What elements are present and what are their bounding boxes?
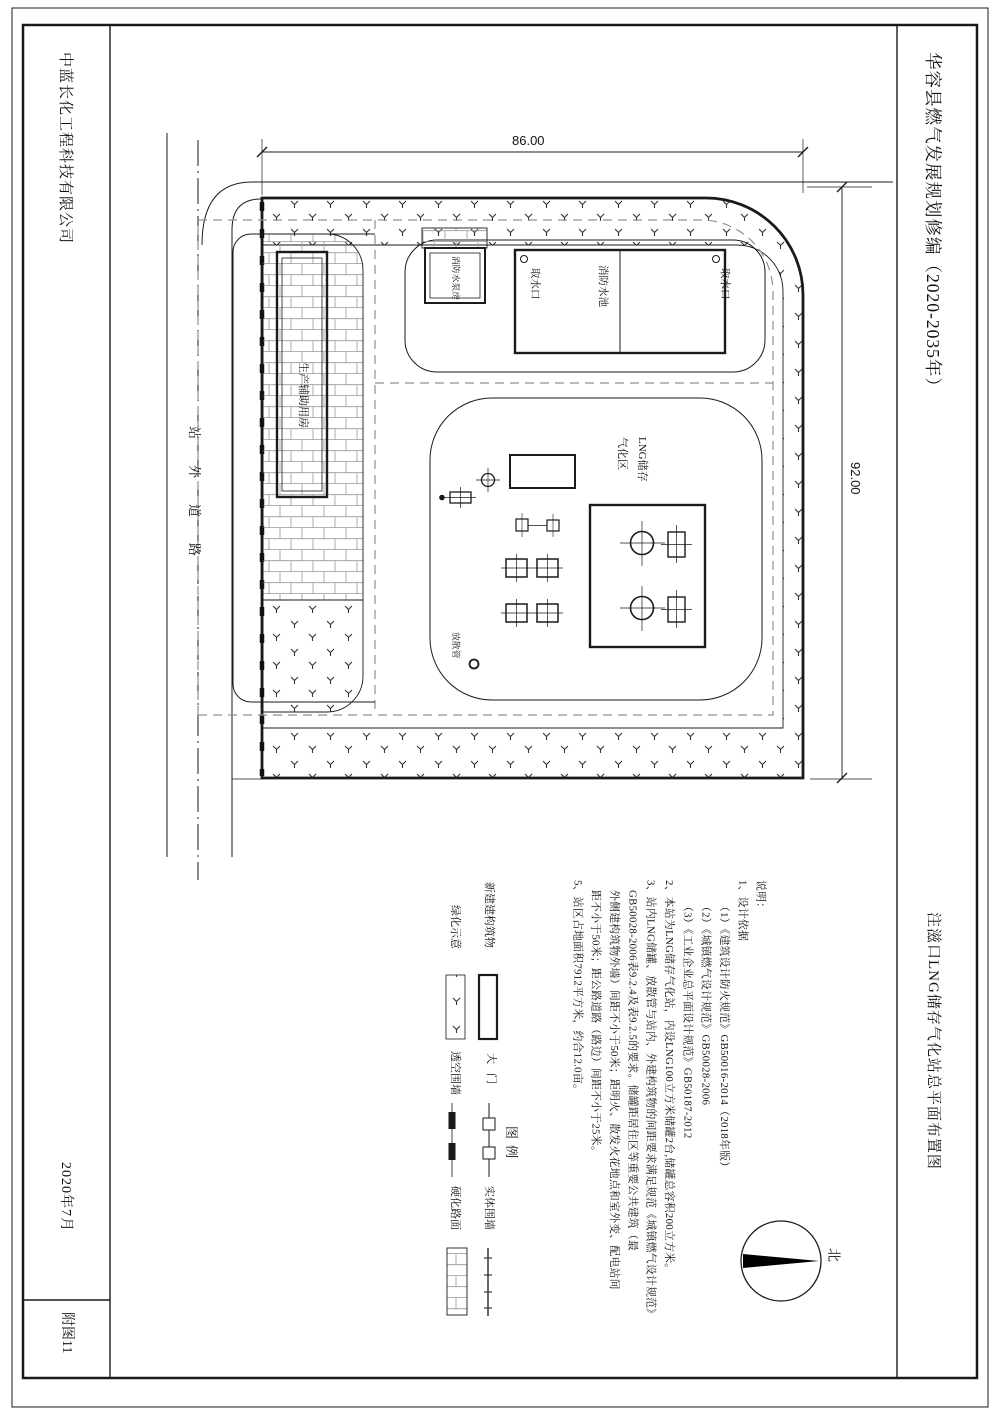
legend-symbol-greening — [446, 975, 465, 1039]
external-road-label: 站外道路 — [187, 426, 202, 583]
dimension-right: 92.00 — [848, 462, 863, 495]
legend-label-new-structure: 新建建构筑物 — [483, 882, 495, 948]
tank-bund — [590, 505, 705, 647]
note-line: 3、站内LNG储罐、放散管与站内、外建构筑物的间距要求满足规范《城镇燃气设计规范》 — [644, 880, 657, 1320]
note-line: 5、站区占地面积7912平方米，约合12.0亩。 — [571, 880, 584, 1096]
legend-symbol-hard-pavement — [447, 1248, 467, 1315]
note-line: 外侧建构筑物外墙）间距不小于50米；距明火、散发火花地点和室外变、配电站间 — [607, 890, 620, 1290]
legend-symbol-gate — [483, 1103, 495, 1177]
note-line: 2、本站为LNG储存气化站，内设LNG100立方米储罐2台,储罐总容积200立方米。 — [662, 880, 675, 1275]
note-line: （3）《工业企业总平面设计规范》GB50187-2012 — [681, 901, 694, 1139]
note-line: （1）《建筑设计防火规范》GB50016-2014（2018年版） — [717, 901, 730, 1173]
legend-label-gate: 大门 — [485, 1053, 497, 1093]
figure-number: 附图11 — [59, 1312, 74, 1354]
legend-title: 图例 — [504, 1126, 519, 1165]
legend-symbols — [446, 975, 497, 1316]
pump-house-label: 消防水泵房 — [451, 256, 461, 300]
north-label: 北 — [825, 1248, 840, 1262]
legend-label-solid-fence: 实体围墙 — [483, 1186, 495, 1230]
legend-label-hard-pavement: 硬化路面 — [449, 1186, 461, 1230]
project-title: 华容县燃气发展规划修编（2020-2035年） — [923, 52, 943, 396]
vent-pipe — [470, 660, 479, 669]
equipment-skid — [510, 455, 575, 488]
pool-label: 消防水池 — [597, 265, 608, 307]
legend-label-greening: 绿化示意 — [449, 905, 461, 949]
fire-water-zone — [405, 228, 765, 372]
lng-tank — [620, 586, 665, 631]
legend-symbol-new-structure — [479, 975, 497, 1039]
vaporizer — [661, 525, 692, 563]
company-name: 中蓝长化工程科技有限公司 — [57, 52, 73, 245]
pump-symbol — [439, 487, 476, 508]
water-intake-left — [521, 256, 528, 263]
drawing-title: 注滋口LNG储存气化站总平面布置图 — [925, 912, 941, 1170]
lng-area-label-line2: 气化区 — [616, 437, 628, 470]
legend-label-openwork-fence: 透空围墙 — [449, 1051, 461, 1095]
notes-block — [571, 880, 766, 1390]
lng-area-label-line1: LNG储存 — [636, 437, 648, 482]
lng-tank — [620, 521, 665, 566]
vaporizer — [661, 590, 692, 628]
note-line: （2）《城镇燃气设计规范》GB50028-2006 — [699, 901, 712, 1106]
intake-right-label: 取水口 — [719, 268, 730, 300]
legend-symbol-openwork-fence — [449, 1103, 456, 1177]
note-line: 1、设计依据 — [736, 880, 749, 942]
note-line: 说明： — [754, 880, 767, 914]
vaporizer-bank — [501, 554, 563, 627]
intake-left-label: 取水口 — [529, 268, 540, 300]
lng-area-label — [611, 437, 651, 482]
note-line: 距不小于50米；距公路道路（路边）间距不小于25米。 — [589, 890, 602, 1157]
aux-building-label: 生产辅助用房 — [297, 362, 309, 428]
legend-symbol-solid-fence — [484, 1248, 492, 1316]
drawing-date: 2020年7月 — [58, 1162, 73, 1232]
lng-zone — [430, 398, 762, 700]
small-equipment — [516, 513, 559, 537]
note-line: GB50028-2006表9.2.4及表9.2.5的要求。储罐距居住区等重要公共建筑（最 — [626, 890, 639, 1252]
vent-pipe-label: 放散管 — [451, 632, 461, 659]
dimension-top: 86.00 — [512, 133, 545, 148]
pump-symbol — [476, 468, 500, 492]
water-intake-right — [713, 256, 720, 263]
